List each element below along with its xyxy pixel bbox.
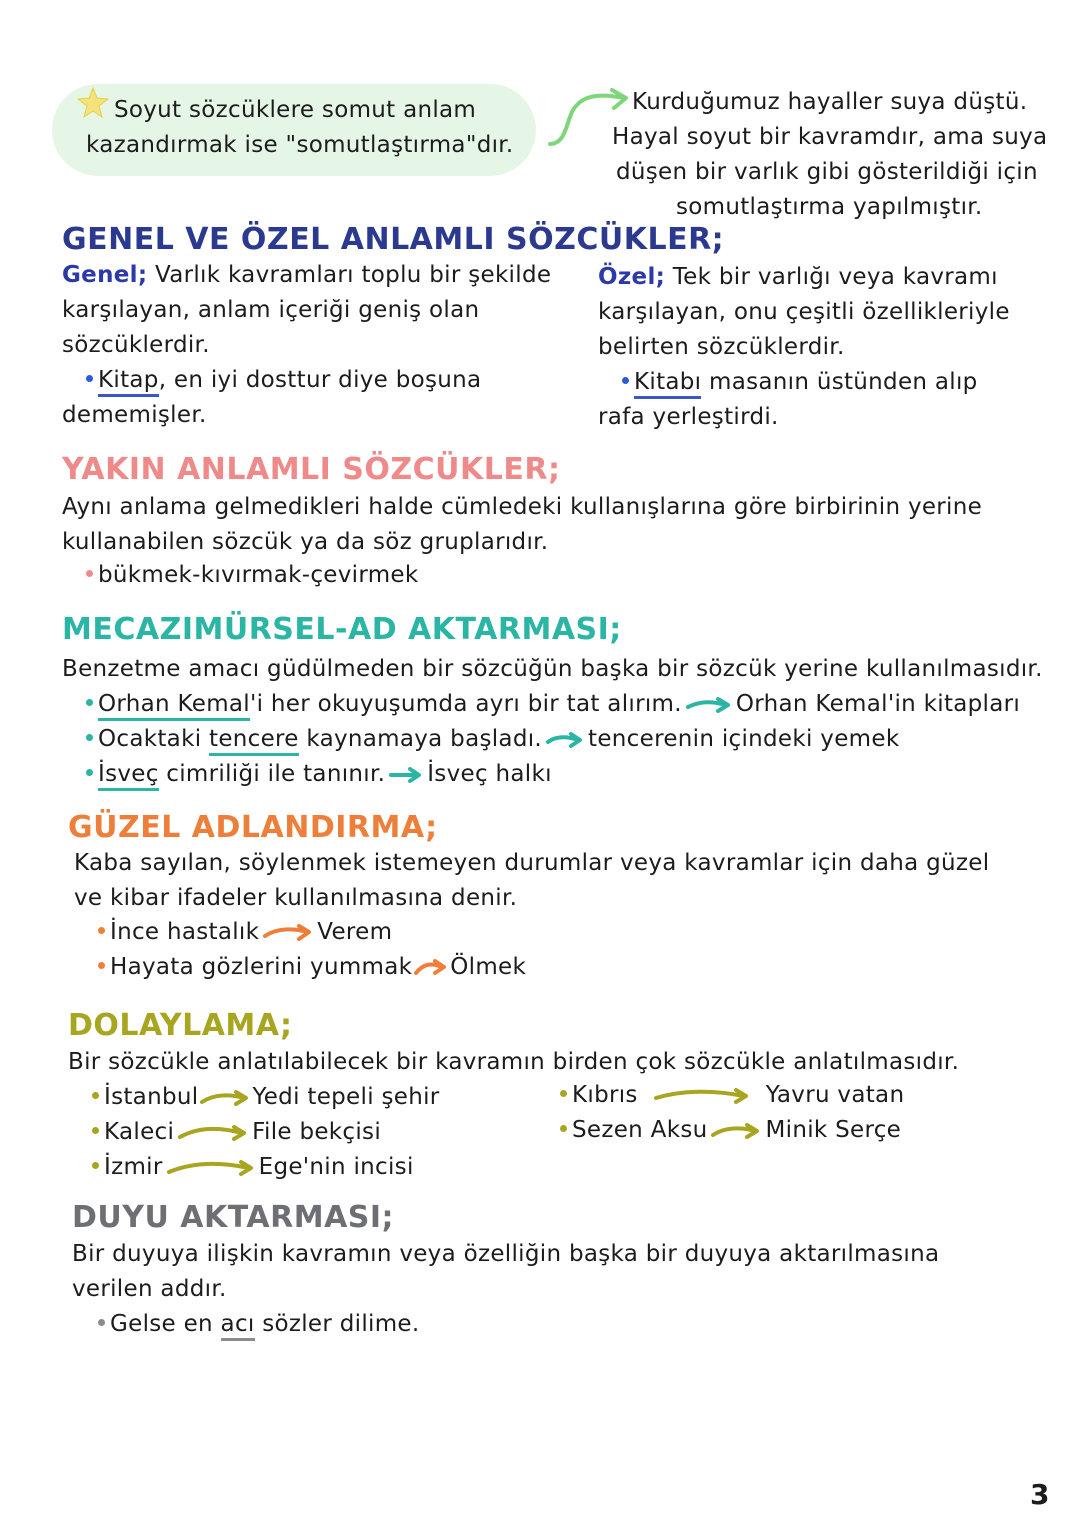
mecaz-example-2: Ocaktaki tencere kaynamaya başladı. tencerenin içindeki yemek: [86, 722, 899, 757]
yakin-anlamli-title: YAKIN ANLAMLI SÖZCÜKLER;: [62, 452, 561, 487]
arrow-icon: [389, 767, 423, 783]
bullet: [86, 734, 93, 741]
guzel-example-1-result: Verem: [317, 919, 393, 945]
note-line-1: Soyut sözcüklere somut anlam: [114, 97, 477, 123]
bullet: [92, 1127, 99, 1134]
example-line-4: somutlaştırma yapılmıştır.: [676, 194, 983, 220]
genel-example-line-1: Kitap, en iyi dosttur diye boşuna: [86, 363, 481, 398]
guzel-example-1: İnce hastalık Verem: [98, 915, 392, 950]
ozel-example-word: Kitabı: [634, 369, 701, 399]
bullet: [92, 1162, 99, 1169]
duyu-aktarmasi-title: DUYU AKTARMASI;: [72, 1200, 395, 1235]
duyu-example-word: acı: [221, 1311, 255, 1341]
mecaz-example-3: İsveç cimriliği ile tanınır. İsveç halkı: [86, 757, 552, 792]
bullet: [86, 699, 93, 706]
duyu-definition-line-2: verilen addır.: [72, 1276, 227, 1302]
arrow-icon: [263, 924, 313, 942]
bullet: [560, 1125, 567, 1132]
bullet: [86, 375, 93, 382]
mecaz-example-1-word: Orhan Kemal: [98, 691, 250, 721]
mecaz-example-2-result: tencerenin içindeki yemek: [588, 726, 900, 752]
ozel-example-line-1: Kitabı masanın üstünden alıp: [622, 365, 978, 400]
arrow-icon: [686, 697, 732, 713]
bullet: [98, 1319, 105, 1326]
mecaz-definition: Benzetme amacı güdülmeden bir sözcüğün başka bir sözcük yerine kullanılmasıdır.: [62, 656, 1043, 682]
guzel-example-2-result: Ölmek: [450, 954, 527, 980]
ozel-example-line-2: rafa yerleştirdi.: [598, 404, 779, 430]
bullet: [560, 1090, 567, 1097]
guzel-adlandirma-title: GÜZEL ADLANDIRMA;: [68, 810, 438, 845]
note-line-2: kazandırmak ise "somutlaştırma"dır.: [86, 132, 514, 158]
mecaz-example-1: Orhan Kemal'i her okuyuşumda ayrı bir tat alırım. Orhan Kemal'in kitapları: [86, 687, 1020, 722]
genel-definition-line-1: Genel; Varlık kavramları toplu bir şekilde: [62, 262, 552, 288]
dolaylama-example-2: Kaleci File bekçisi: [92, 1115, 381, 1150]
arrow-icon: [711, 1123, 761, 1139]
star-icon: [76, 86, 110, 120]
example-line-2: Hayal soyut bir kavramdır, ama suya: [612, 124, 1048, 150]
genel-label: Genel;: [62, 262, 148, 288]
dolaylama-example-1: İstanbul Yedi tepeli şehir: [92, 1080, 440, 1115]
bullet: [622, 377, 629, 384]
ozel-label: Özel;: [598, 264, 666, 290]
dolaylama-example-4: Kıbrıs Yavru vatan: [560, 1078, 904, 1113]
ozel-definition-line-2: karşılayan, onu çeşitli özellikleriyle: [598, 299, 1010, 325]
bullet: [92, 1092, 99, 1099]
bullet: [86, 769, 93, 776]
yakin-example: bükmek-kıvırmak-çevirmek: [86, 558, 418, 593]
dolaylama-example-3: İzmir Ege'nin incisi: [92, 1150, 414, 1185]
genel-definition-line-3: sözcüklerdir.: [62, 332, 210, 358]
ozel-definition-line-1: Özel; Tek bir varlığı veya kavramı: [598, 264, 998, 290]
bullet: [98, 927, 105, 934]
guzel-definition-line-1: Kaba sayılan, söylenmek istemeyen durumlar veya kavramlar için daha güzel: [74, 850, 990, 876]
arrow-icon: [414, 959, 448, 977]
example-line-3: düşen bir varlık gibi gösterildiği için: [616, 159, 1038, 185]
arrow-icon: [200, 1090, 250, 1106]
bullet: [98, 962, 105, 969]
mecaz-title: MECAZIMÜRSEL-AD AKTARMASI;: [62, 612, 622, 647]
dolaylama-example-5: Sezen Aksu Minik Serçe: [560, 1113, 901, 1148]
dolaylama-title: DOLAYLAMA;: [68, 1008, 293, 1043]
mecaz-example-3-word: İsveç: [98, 761, 159, 791]
dolaylama-definition: Bir sözcükle anlatılabilecek bir kavramın birden çok sözcükle anlatılmasıdır.: [68, 1049, 960, 1075]
arrow-icon: [546, 732, 584, 748]
genel-ozel-title: GENEL VE ÖZEL ANLAMLI SÖZCÜKLER;: [62, 222, 725, 257]
genel-example-word: Kitap: [98, 367, 159, 397]
guzel-definition-line-2: ve kibar ifadeler kullanılmasına denir.: [74, 885, 518, 911]
arrow-icon: [167, 1160, 255, 1176]
yakin-definition-line-2: kullanabilen sözcük ya da söz gruplarıdır.: [62, 529, 549, 555]
duyu-example: Gelse en acı sözler dilime.: [98, 1307, 419, 1342]
genel-definition-line-2: karşılayan, anlam içeriği geniş olan: [62, 297, 480, 323]
mecaz-example-2-word: tencere: [209, 726, 299, 756]
mecaz-example-1-result: Orhan Kemal'in kitapları: [735, 691, 1021, 717]
page-number: 3: [1030, 1478, 1050, 1511]
yakin-definition-line-1: Aynı anlama gelmedikleri halde cümledeki kullanışlarına göre birbirinin yerine: [62, 494, 983, 520]
arrow-icon: [178, 1125, 248, 1141]
example-line-1: Kurduğumuz hayaller suya düştü.: [632, 89, 1028, 115]
guzel-example-2: Hayata gözlerini yummak Ölmek: [98, 950, 526, 985]
genel-example-line-2: dememişler.: [62, 402, 207, 428]
ozel-definition-line-3: belirten sözcüklerdir.: [598, 334, 845, 360]
arrow-icon: [654, 1088, 750, 1104]
duyu-definition-line-1: Bir duyuya ilişkin kavramın veya özelliğin başka bir duyuya aktarılmasına: [72, 1241, 940, 1267]
bullet: [86, 570, 93, 577]
mecaz-example-3-result: İsveç halkı: [427, 761, 552, 787]
